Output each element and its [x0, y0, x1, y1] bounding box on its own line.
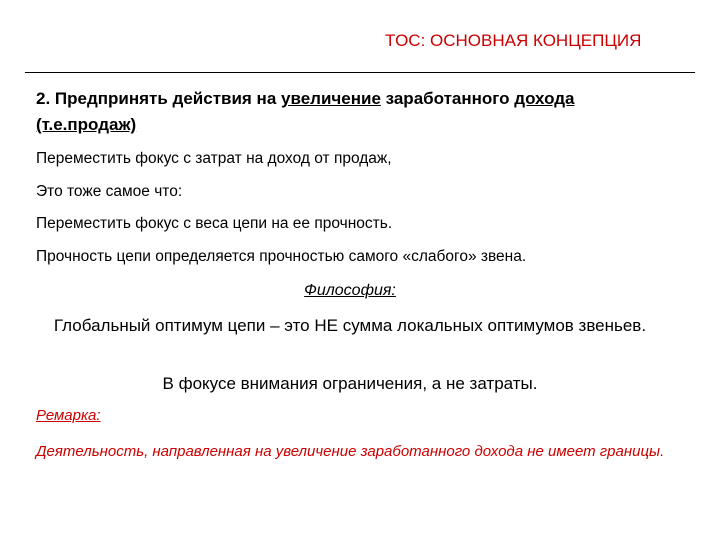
heading-underlined-tail: дохода (т.е.продаж): [36, 89, 575, 134]
philosophy-label: Философия:: [304, 282, 396, 299]
paragraph-chain-strength: Переместить фокус с веса цепи на ее прочность.: [36, 215, 393, 232]
global-optimum-statement: Глобальный оптимум цепи – это НЕ сумма локальных оптимумов звеньев.: [53, 316, 647, 335]
remark-text: Деятельность, направленная на увеличение заработанного дохода не имеет границы.: [36, 443, 665, 460]
slide-title: TOC: ОСНОВНАЯ КОНЦЕПЦИЯ: [385, 31, 642, 50]
paragraph-focus-shift: Переместить фокус с затрат на доход от продаж,: [36, 150, 392, 167]
heading-underlined-word: увеличение: [281, 89, 381, 108]
paragraph-same-as: Это тоже самое что:: [36, 183, 183, 200]
heading-middle: заработанного: [380, 89, 515, 108]
remark-label: Ремарка:: [36, 407, 101, 424]
focus-statement: В фокусе внимания ограничения, а не затраты.: [162, 374, 538, 393]
section-heading: [36, 86, 676, 138]
title-divider: [25, 72, 695, 73]
heading-prefix: 2. Предпринять действия на: [36, 89, 282, 108]
paragraph-weakest-link: Прочность цепи определяется прочностью самого «слабого» звена.: [36, 248, 527, 265]
